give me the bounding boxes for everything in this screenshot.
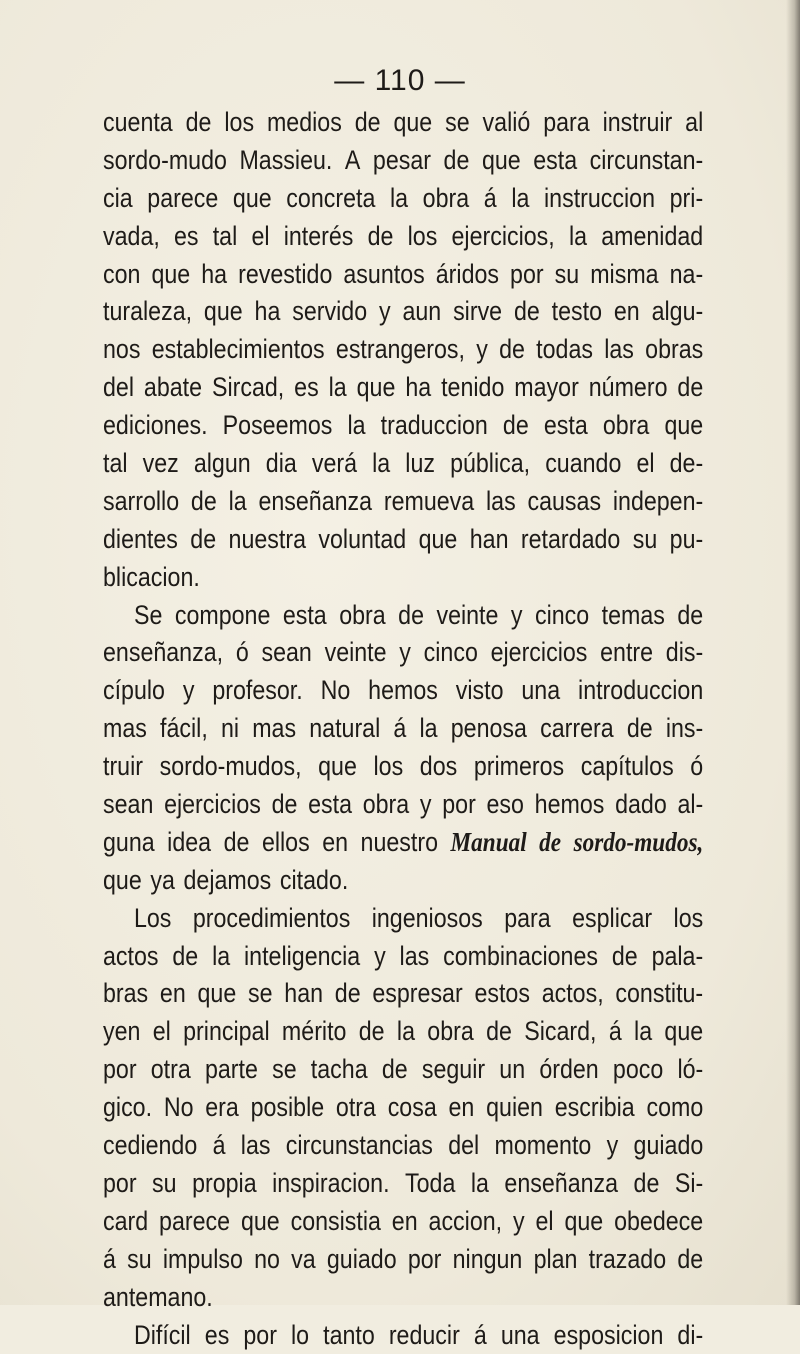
text-line: guna idea de ellos en nuestro Manual de sordo-mudos, <box>103 824 703 862</box>
text-line: dientes de nuestra voluntad que han retardado su pu- <box>103 521 703 559</box>
text-line: actos de la inteligencia y las combinaciones de pala- <box>103 938 703 976</box>
text-line: por su propia inspiracion. Toda la enseñanza de Si- <box>103 1165 703 1203</box>
text-line: cediendo á las circunstancias del momento y guiado <box>103 1127 703 1165</box>
page-edge-shadow <box>786 0 800 1305</box>
text-line: Se compone esta obra de veinte y cinco temas de <box>103 597 703 635</box>
text-line: yen el principal mérito de la obra de Sicard, á la que <box>103 1013 703 1051</box>
text-line: antemano. <box>103 1279 703 1317</box>
text-line: mas fácil, ni mas natural á la penosa carrera de ins- <box>103 710 703 748</box>
text-line: cia parece que concreta la obra á la instruccion pri- <box>103 180 703 218</box>
text-line: blicacion. <box>103 559 703 597</box>
text-line: tal vez algun dia verá la luz pública, cuando el de- <box>103 445 703 483</box>
text-line: sarrollo de la enseñanza remueva las causas indepen- <box>103 483 703 521</box>
text-line: con que ha revestido asuntos áridos por su misma na- <box>103 256 703 294</box>
text-line: del abate Sircad, es la que ha tenido mayor número de <box>103 369 703 407</box>
text-line: que ya dejamos citado. <box>103 862 703 900</box>
text-line: á su impulso no va guiado por ningun plan trazado de <box>103 1241 703 1279</box>
text-line: card parece que consistia en accion, y el que obedece <box>103 1203 703 1241</box>
text-line: gico. No era posible otra cosa en quien escribia como <box>103 1089 703 1127</box>
text-line: vada, es tal el interés de los ejercicios, la amenidad <box>103 218 703 256</box>
text-line: por otra parte se tacha de seguir un órden poco ló- <box>103 1051 703 1089</box>
text-line: cuenta de los medios de que se valió para instruir al <box>103 104 703 142</box>
page-number: — 110 — <box>0 64 800 98</box>
text-line: truir sordo-mudos, que los dos primeros capítulos ó <box>103 748 703 786</box>
text-line: bras en que se han de espresar estos actos, constitu- <box>103 975 703 1013</box>
text-line: sordo-mudo Massieu. A pesar de que esta circunstan- <box>103 142 703 180</box>
text-line: ediciones. Poseemos la traduccion de esta obra que <box>103 407 703 445</box>
text-line: turaleza, que ha servido y aun sirve de testo en algu- <box>103 293 703 331</box>
text-line: cípulo y profesor. No hemos visto una introduccion <box>103 672 703 710</box>
text-line: Los procedimientos ingeniosos para esplicar los <box>103 900 703 938</box>
text-line: sean ejercicios de esta obra y por eso hemos dado al- <box>103 786 703 824</box>
body-text <box>103 104 619 1354</box>
text-line: enseñanza, ó sean veinte y cinco ejercicios entre dis- <box>103 634 703 672</box>
text-line: nos establecimientos estrangeros, y de todas las obras <box>103 331 703 369</box>
text-line: Difícil es por lo tanto reducir á una esposicion di- <box>103 1317 703 1354</box>
